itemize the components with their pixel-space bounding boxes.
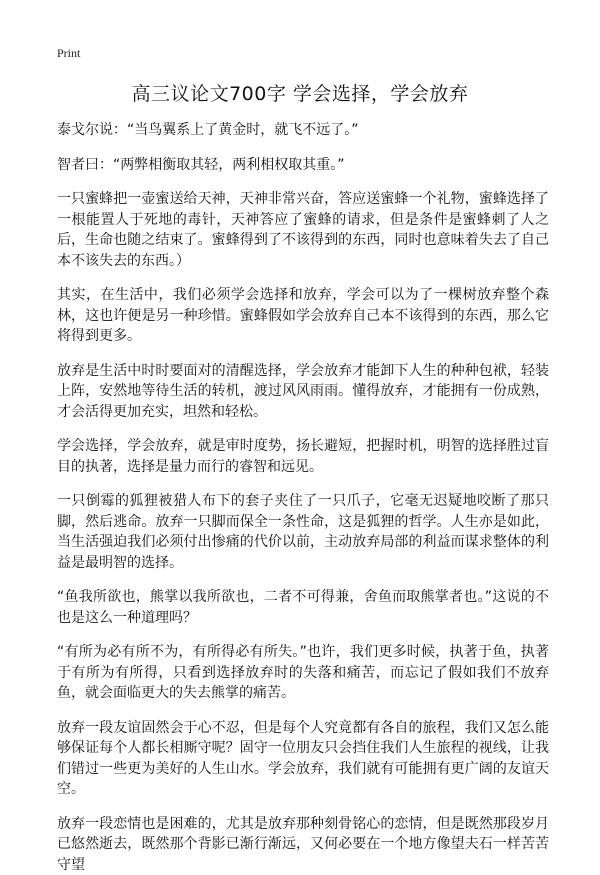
paragraph: 智者曰：“两弊相衡取其轻，两利相权取其重。” — [57, 155, 549, 176]
article-title: 高三议论文700字 学会选择，学会放弃 — [0, 79, 600, 106]
paragraph: “鱼我所欲也，熊掌以我所欲也，二者不可得兼，舍鱼而取熊掌者也。”这说的不也是这么一种道理吗？ — [57, 587, 549, 628]
paragraph: 放弃一段恋情也是困难的，尤其是放弃那种刻骨铭心的恋情，但是既然那段岁月已悠然逝去，既然那个背影已渐行渐远，又何必要在一个地方像望夫石一样苦苦守望 — [57, 814, 549, 875]
paragraph: 一只倒霉的狐狸被猎人布下的套子夹住了一只爪子，它毫无迟疑地咬断了那只脚，然后逃命。放弃一只脚而保全一条性命，这是狐狸的哲学。人生亦是如此，当生活强迫我们必须付出惨痛的代价以前，主动放弃局部的利益而谋求整体的利益是最明智的选择。 — [57, 491, 549, 573]
paragraph: “有所为必有所不为，有所得必有所失。”也许，我们更多时候，执著于鱼，执著于有所为有所得，只看到选择放弃时的失落和痛苦，而忘记了假如我们不放弃鱼，就会面临更大的失去熊掌的痛苦。 — [57, 642, 549, 704]
paragraph: 泰戈尔说：“当鸟翼系上了黄金时，就飞不远了。” — [57, 120, 549, 141]
paragraph: 一只蜜蜂把一壶蜜送给天神，天神非常兴奋，答应送蜜蜂一个礼物，蜜蜂选择了一根能置人于死地的毒针，天神答应了蜜蜂的请求，但是条件是蜜蜂刺了人之后，生命也随之结束了。蜜蜂得到了不该得到的东西，同时也意味着失去了自己本不该失去的东西。） — [57, 189, 549, 271]
paragraph: 放弃是生活中时时要面对的清醒选择，学会放弃才能卸下人生的种种包袱，轻装上阵，安然地等待生活的转机，渡过风风雨雨。懂得放弃，才能拥有一份成熟，才会活得更加充实，坦然和轻松。 — [57, 361, 549, 423]
print-link[interactable]: Print — [57, 46, 80, 61]
paragraph: 学会选择，学会放弃，就是审时度势，扬长避短，把握时机，明智的选择胜过盲目的执著，选择是量力而行的睿智和远见。 — [57, 436, 549, 477]
paragraph: 放弃一段友谊固然会于心不忍，但是每个人究竟都有各自的旅程，我们又怎么能够保证每个人都长相厮守呢？固守一位朋友只会挡住我们人生旅程的视线，让我们错过一些更为美好的人生山水。学会放弃，我们就有可能拥有更广阔的友谊天空。 — [57, 718, 549, 800]
article-body — [57, 120, 549, 875]
paragraph: 其实，在生活中，我们必须学会选择和放弃，学会可以为了一棵树放弃整个森林，这也许便是另一种珍惜。蜜蜂假如学会放弃自己本不该得到的东西，那么它将得到更多。 — [57, 285, 549, 347]
